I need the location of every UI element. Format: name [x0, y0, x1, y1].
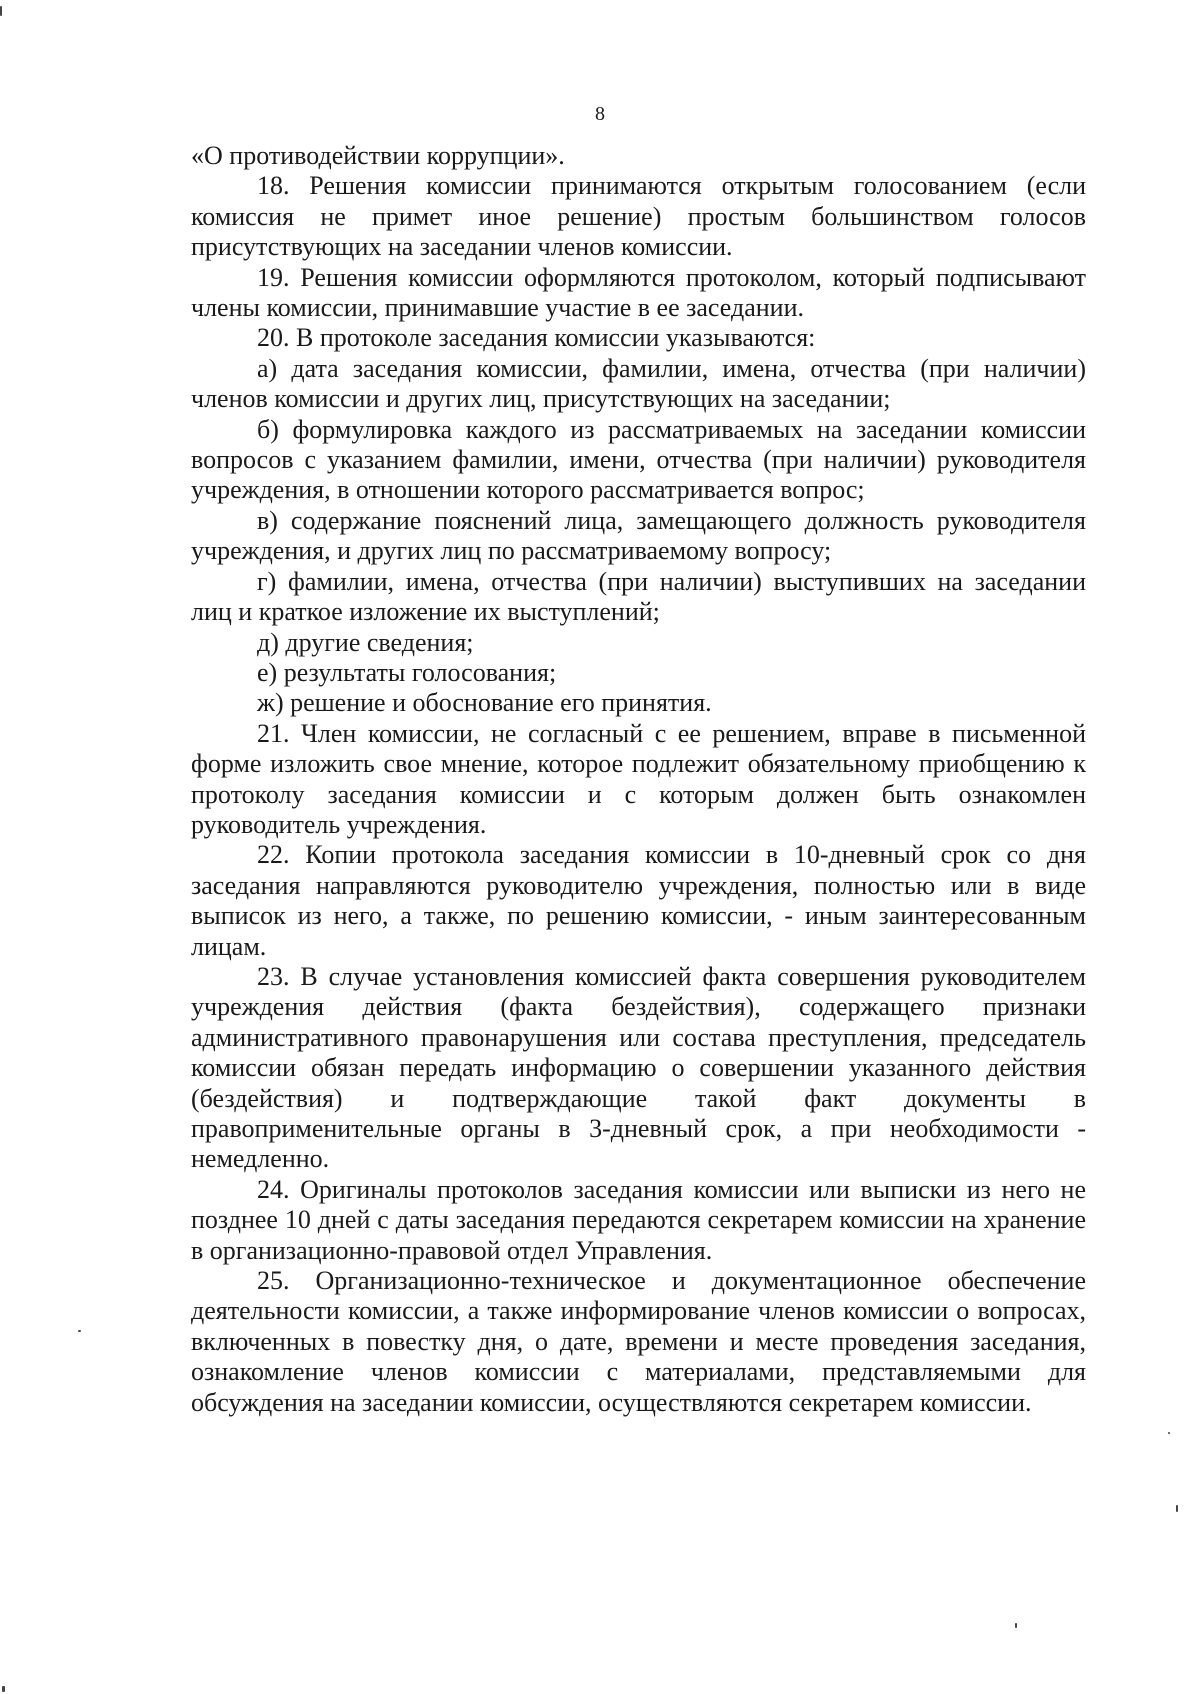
paragraph-subitem-a: а) дата заседания комиссии, фамилии, имена, отчества (при наличии) членов комиссии и других лиц, присутствующих на заседании;	[191, 353, 1086, 414]
paragraph-item-21: 21. Член комиссии, не согласный с ее решением, вправе в письменной форме изложить свое мнение, которое подлежит обязательному приобщению к протоколу заседания комиссии и с которым должен быть ознакомлен руководитель учреждения.	[191, 718, 1086, 839]
scan-speck	[78, 1330, 81, 1332]
scan-speck	[1168, 1432, 1170, 1434]
paragraph-subitem-b: б) формулировка каждого из рассматриваемых на заседании комиссии вопросов с указанием фамилии, имени, отчества (при наличии) руководителя учреждения, в отношении которого рассматривается вопрос;	[191, 414, 1086, 505]
paragraph-item-20: 20. В протоколе заседания комиссии указываются:	[257, 323, 816, 353]
paragraph-subitem-d: д) другие сведения;	[257, 627, 474, 657]
document-body	[191, 141, 1086, 1418]
paragraph-subitem-g: г) фамилии, имена, отчества (при наличии) выступивших на заседании лиц и краткое изложение их выступлений;	[191, 566, 1086, 627]
scan-speck	[0, 6, 2, 16]
scan-speck	[1176, 1505, 1178, 1512]
paragraph-item-19: 19. Решения комиссии оформляются протоколом, который подписывают члены комиссии, принимавшие участие в ее заседании.	[191, 262, 1086, 323]
scan-speck	[2, 1686, 5, 1692]
paragraph-item-24: 24. Оригиналы протоколов заседания комиссии или выписки из него не позднее 10 дней с даты заседания передаются секретарем комиссии на хранение в организационно-правовой отдел Управления.	[191, 1174, 1086, 1265]
paragraph-item-22: 22. Копии протокола заседания комиссии в 10-дневный срок со дня заседания направляются руководителю учреждения, полностью или в виде выписок из него, а также, по решению комиссии, - иным заинтересованным лицам.	[191, 840, 1086, 961]
scan-speck	[1015, 1623, 1017, 1628]
page-number: 8	[595, 103, 605, 125]
paragraph-subitem-e: е) результаты голосования;	[257, 657, 557, 687]
paragraph-item-23: 23. В случае установления комиссией факта совершения руководителем учреждения действия (факта бездействия), содержащего признаки административного правонарушения или состава преступления, председатель комиссии обязан передать информацию о совершении указанного действия (бездействия) и подтверждающие такой факт документы в правоприменительные органы в 3-дневный срок, а при необходимости - немедленно.	[191, 961, 1086, 1174]
paragraph-continuation: «О противодействии коррупции».	[191, 141, 565, 170]
paragraph-item-18: 18. Решения комиссии принимаются открытым голосованием (если комиссия не примет иное решение) простым большинством голосов присутствующих на заседании членов комиссии.	[191, 171, 1086, 262]
paragraph-subitem-v: в) содержание пояснений лица, замещающего должность руководителя учреждения, и других лиц по рассматриваемому вопросу;	[191, 505, 1086, 566]
paragraph-item-25: 25. Организационно-техническое и документационное обеспечение деятельности комиссии, а также информирование членов комиссии о вопросах, включенных в повестку дня, о дате, времени и месте проведения заседания, ознакомление членов комиссии с материалами, представляемыми для обсуждения на заседании комиссии, осуществляются секретарем комиссии.	[191, 1266, 1086, 1417]
paragraph-subitem-zh: ж) решение и обоснование его принятия.	[257, 688, 712, 718]
